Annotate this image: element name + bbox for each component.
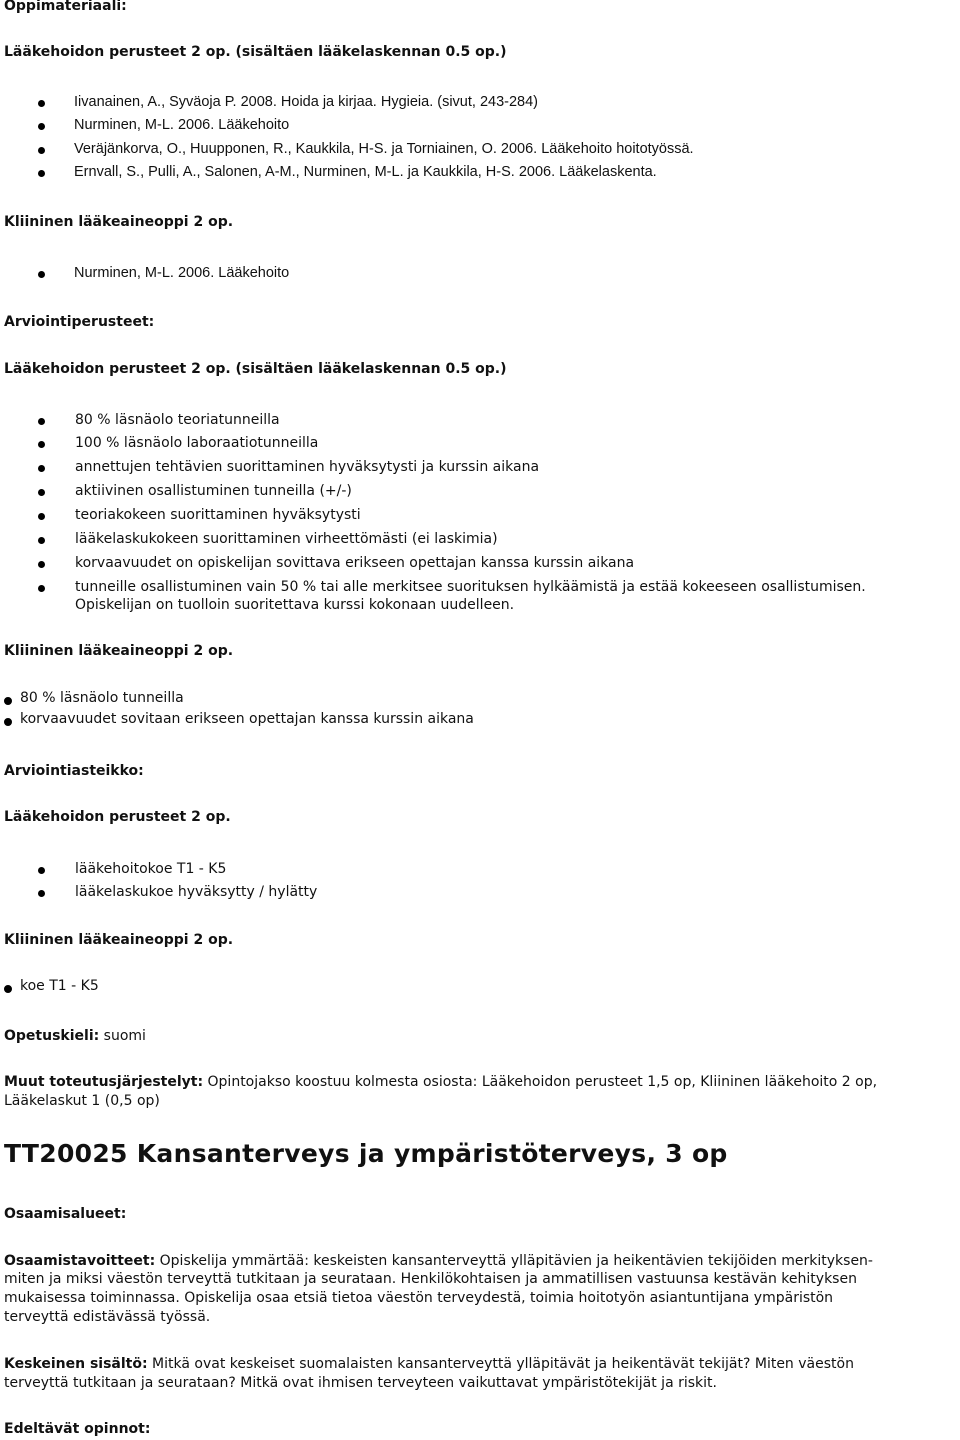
list-item: aktiivinen osallistuminen tunneilla (+/-) (75, 483, 352, 499)
osaamistavoitteet-text-line: terveyttä edistävässä työssä. (4, 1309, 211, 1325)
bullet-icon (4, 718, 12, 726)
list-item: annettujen tehtävien suorittaminen hyväksytysti ja kurssin aikana (75, 459, 540, 475)
course-title: TT20025 Kansanterveys ja ympäristöterveys, 3 op (4, 1139, 728, 1168)
bullet-icon (38, 561, 45, 568)
subheading-laakehoidon-perusteet: Lääkehoidon perusteet 2 op. (4, 809, 231, 825)
list-item: lääkelaskukoe hyväksytty / hylätty (75, 884, 318, 900)
list-item: lääkelaskukokeen suorittaminen virheettömästi (ei laskimia) (75, 531, 498, 547)
osaamistavoitteet-row (4, 1253, 873, 1269)
list-item: koe T1 - K5 (20, 978, 99, 994)
osaamistavoitteet-text-line: mukaisessa toiminnassa. Opiskelija osaa etsiä tietoa väestön terveydestä, toimia hoitotyön asiantuntijana ympäristön (4, 1290, 834, 1306)
bullet-icon (38, 867, 45, 874)
heading-edeltavat-opinnot: Edeltävät opinnot: (4, 1421, 151, 1437)
opetuskieli-row (4, 1028, 146, 1044)
list-item-continuation: Opiskelijan on tuolloin suoritettava kurssi kokonaan uudelleen. (75, 597, 515, 613)
list-item: Veräjänkorva, O., Huupponen, R., Kaukkila, H-S. ja Torniainen, O. 2006. Lääkehoito hoitotyössä. (74, 141, 694, 157)
keskeinen-label: Keskeinen sisältö: (4, 1356, 148, 1372)
heading-arviointiasteikko: Arviointiasteikko: (4, 763, 144, 779)
keskeinen-text-line: terveyttä tutkitaan ja seurataan? Mitkä ovat ihmisen terveyteen vaikuttavat ympäristötekijät ja riskit. (4, 1375, 717, 1391)
muut-value: Opintojakso koostuu kolmesta osiosta: Lääkehoidon perusteet 1,5 op, Kliininen lääkehoito 2 op, (203, 1074, 878, 1090)
list-item: Nurminen, M-L. 2006. Lääkehoito (74, 117, 290, 133)
heading-arviointiperusteet: Arviointiperusteet: (4, 314, 155, 330)
opetuskieli-value: suomi (99, 1028, 146, 1044)
list-item: Iivanainen, A., Syväoja P. 2008. Hoida ja kirjaa. Hygieia. (sivut, 243-284) (74, 94, 538, 110)
list-item: Ernvall, S., Pulli, A., Salonen, A-M., Nurminen, M-L. ja Kaukkila, H-S. 2006. Lääkelaskenta. (74, 164, 657, 180)
bullet-icon (38, 100, 45, 107)
subheading-laakehoidon-perusteet: Lääkehoidon perusteet 2 op. (sisältäen lääkelaskennan 0.5 op.) (4, 361, 507, 377)
list-item: tunneille osallistuminen vain 50 % tai alle merkitsee suorituksen hylkäämistä ja estää kokeeseen osallistumisen. (75, 579, 866, 595)
subheading-kliininen: Kliininen lääkeaineoppi 2 op. (4, 214, 234, 230)
list-item: teoriakokeen suorittaminen hyväksytysti (75, 507, 361, 523)
bullet-icon (38, 513, 45, 520)
bullet-icon (4, 697, 12, 705)
bullet-icon (38, 123, 45, 130)
bullet-icon (38, 418, 45, 425)
list-item: Nurminen, M-L. 2006. Lääkehoito (74, 265, 290, 281)
subheading-kliininen: Kliininen lääkeaineoppi 2 op. (4, 932, 234, 948)
osaamistavoitteet-text-line: miten ja miksi väestön terveyttä tutkitaan ja seurataan. Henkilökohtaisen ja ammatillisen vastuunsa kestävän kehityksen (4, 1271, 857, 1287)
muut-row (4, 1074, 877, 1090)
bullet-icon (38, 441, 45, 448)
opetuskieli-label: Opetuskieli: (4, 1028, 100, 1044)
heading-osaamisalueet: Osaamisalueet: (4, 1206, 127, 1222)
keskeinen-row (4, 1356, 854, 1372)
bullet-icon (38, 890, 45, 897)
list-item: 80 % läsnäolo teoriatunneilla (75, 412, 280, 428)
list-item: 100 % läsnäolo laboraatiotunneilla (75, 435, 319, 451)
bullet-icon (38, 465, 45, 472)
subheading-laakehoidon-perusteet: Lääkehoidon perusteet 2 op. (sisältäen lääkelaskennan 0.5 op.) (4, 44, 507, 60)
bullet-icon (38, 147, 45, 154)
list-item: korvaavuudet on opiskelijan sovittava erikseen opettajan kanssa kurssin aikana (75, 555, 635, 571)
bullet-icon (38, 170, 45, 177)
bullet-icon (38, 585, 45, 592)
subheading-kliininen: Kliininen lääkeaineoppi 2 op. (4, 643, 234, 659)
bullet-icon (38, 489, 45, 496)
osaamistavoitteet-label: Osaamistavoitteet: (4, 1253, 156, 1269)
list-item: lääkehoitokoe T1 - K5 (75, 861, 227, 877)
list-item: korvaavuudet sovitaan erikseen opettajan kanssa kurssin aikana (20, 711, 474, 727)
muut-label: Muut toteutusjärjestelyt: (4, 1074, 204, 1090)
bullet-icon (38, 537, 45, 544)
heading-oppimateriaali: Oppimateriaali: (4, 0, 127, 14)
list-item: 80 % läsnäolo tunneilla (20, 690, 184, 706)
bullet-icon (4, 985, 12, 993)
bullet-icon (38, 271, 45, 278)
keskeinen-text: Mitkä ovat keskeiset suomalaisten kansanterveyttä ylläpitävät ja heikentävät tekijät? Miten väestön (147, 1356, 854, 1372)
muut-value-continuation: Lääkelaskut 1 (0,5 op) (4, 1093, 160, 1109)
osaamistavoitteet-text: Opiskelija ymmärtää: keskeisten kansanterveyttä ylläpitävien ja heikentävien tekijöiden merkityksen- (155, 1253, 873, 1269)
